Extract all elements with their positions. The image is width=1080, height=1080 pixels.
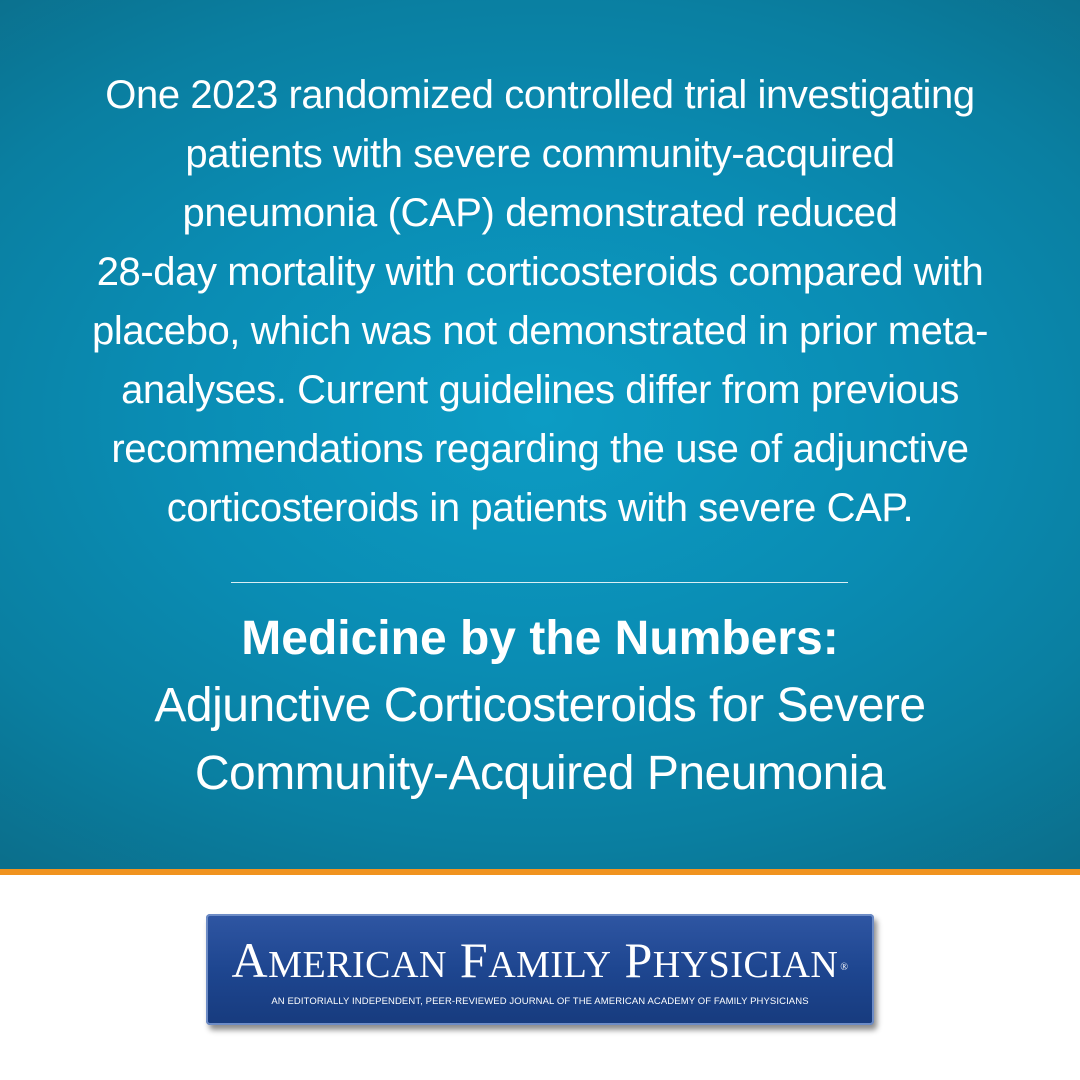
logo-tagline: AN EDITORIALLY INDEPENDENT, PEER-REVIEWED JOURNAL OF THE AMERICAN ACADEMY OF FAMILY PHYSICIANS bbox=[271, 996, 809, 1007]
article-title bbox=[40, 606, 1040, 808]
divider-line bbox=[231, 582, 848, 583]
summary-line: patients with severe community-acquired bbox=[185, 132, 895, 176]
summary-paragraph bbox=[60, 66, 1020, 538]
series-name: Medicine by the Numbers: bbox=[241, 612, 839, 665]
registered-mark: ® bbox=[840, 962, 849, 973]
summary-line: corticosteroids in patients with severe CAP. bbox=[166, 486, 914, 530]
journal-logo bbox=[206, 914, 874, 1025]
summary-line: pneumonia (CAP) demonstrated reduced bbox=[182, 191, 898, 235]
summary-line: 28-day mortality with corticosteroids compared with bbox=[96, 250, 984, 294]
orange-accent-rule bbox=[0, 869, 1080, 875]
title-line: Community-Acquired Pneumonia bbox=[194, 747, 886, 800]
summary-line: placebo, which was not demonstrated in prior meta- bbox=[91, 309, 989, 353]
title-line: Adjunctive Corticosteroids for Severe bbox=[154, 679, 926, 732]
summary-line: recommendations regarding the use of adjunctive bbox=[111, 427, 969, 471]
summary-line: analyses. Current guidelines differ from previous bbox=[121, 368, 959, 412]
logo-wordmark bbox=[206, 932, 874, 993]
summary-line: One 2023 randomized controlled trial investigating bbox=[105, 73, 975, 117]
logo-name: AMERICAN FAMILY PHYSICIAN bbox=[231, 932, 839, 988]
